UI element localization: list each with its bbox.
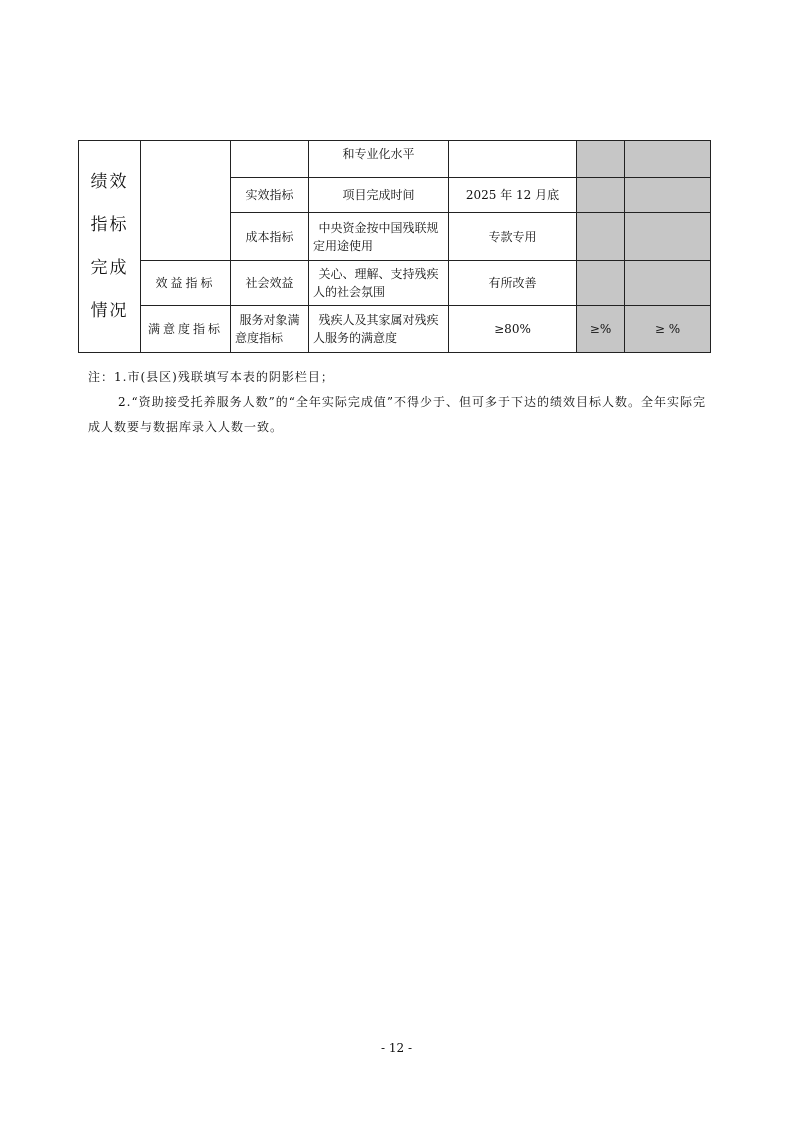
shaded-input-cell[interactable]: [625, 141, 711, 178]
note-1: 注：1.市(县区)残联填写本表的阴影栏目；: [88, 370, 334, 384]
indicator-cell: 关心、理解、支持残疾人的社会氛围: [309, 261, 449, 306]
shaded-input-cell[interactable]: [577, 141, 625, 178]
shaded-input-cell[interactable]: ≥ %: [625, 306, 711, 353]
target-cell: [449, 141, 577, 178]
table-row: [79, 261, 711, 306]
table-row: [79, 141, 711, 178]
indicator-cell: 和专业化水平: [309, 141, 449, 178]
target-cell: 有所改善: [449, 261, 577, 306]
shaded-input-cell[interactable]: [625, 213, 711, 261]
indicator-cell: 项目完成时间: [309, 178, 449, 213]
shaded-input-cell[interactable]: [577, 261, 625, 306]
indicator-cell: 中央资金按中国残联规定用途使用: [309, 213, 449, 261]
table-row: [79, 306, 711, 353]
target-cell: ≥80%: [449, 306, 577, 353]
shaded-input-cell[interactable]: [577, 178, 625, 213]
level2-indicator-cell: 实效指标: [231, 178, 309, 213]
shaded-input-cell[interactable]: [625, 178, 711, 213]
level2-indicator-cell: 成本指标: [231, 213, 309, 261]
indicator-cell: 残疾人及其家属对残疾人服务的满意度: [309, 306, 449, 353]
page-number: - 12 -: [380, 1041, 412, 1055]
target-cell: 专款专用: [449, 213, 577, 261]
level2-indicator-cell: [231, 141, 309, 178]
shaded-input-cell[interactable]: [625, 261, 711, 306]
level2-indicator-cell: 社会效益: [231, 261, 309, 306]
note-2: 2.“资助接受托养服务人数”的“全年实际完成值”不得少于、但可多于下达的绩效目标人数。全年实际完成人数要与数据库录入人数一致。: [88, 395, 706, 434]
section-label-line: 绩效: [90, 171, 129, 192]
level2-indicator-cell: 服务对象满意度指标: [231, 306, 309, 353]
section-label-line: 情况: [90, 300, 129, 321]
level1-indicator-cell: 效益指标: [141, 261, 231, 306]
table-notes: [88, 365, 718, 440]
section-label-line: 指标: [90, 214, 129, 235]
performance-table: [78, 140, 711, 353]
level1-indicator-cell: [141, 141, 231, 261]
target-cell: 2025 年 12 月底: [449, 178, 577, 213]
section-label-line: 完成: [90, 257, 129, 278]
level1-indicator-cell: 满意度指标: [141, 306, 231, 353]
shaded-input-cell[interactable]: ≥%: [577, 306, 625, 353]
shaded-input-cell[interactable]: [577, 213, 625, 261]
section-label-cell: [79, 141, 141, 353]
